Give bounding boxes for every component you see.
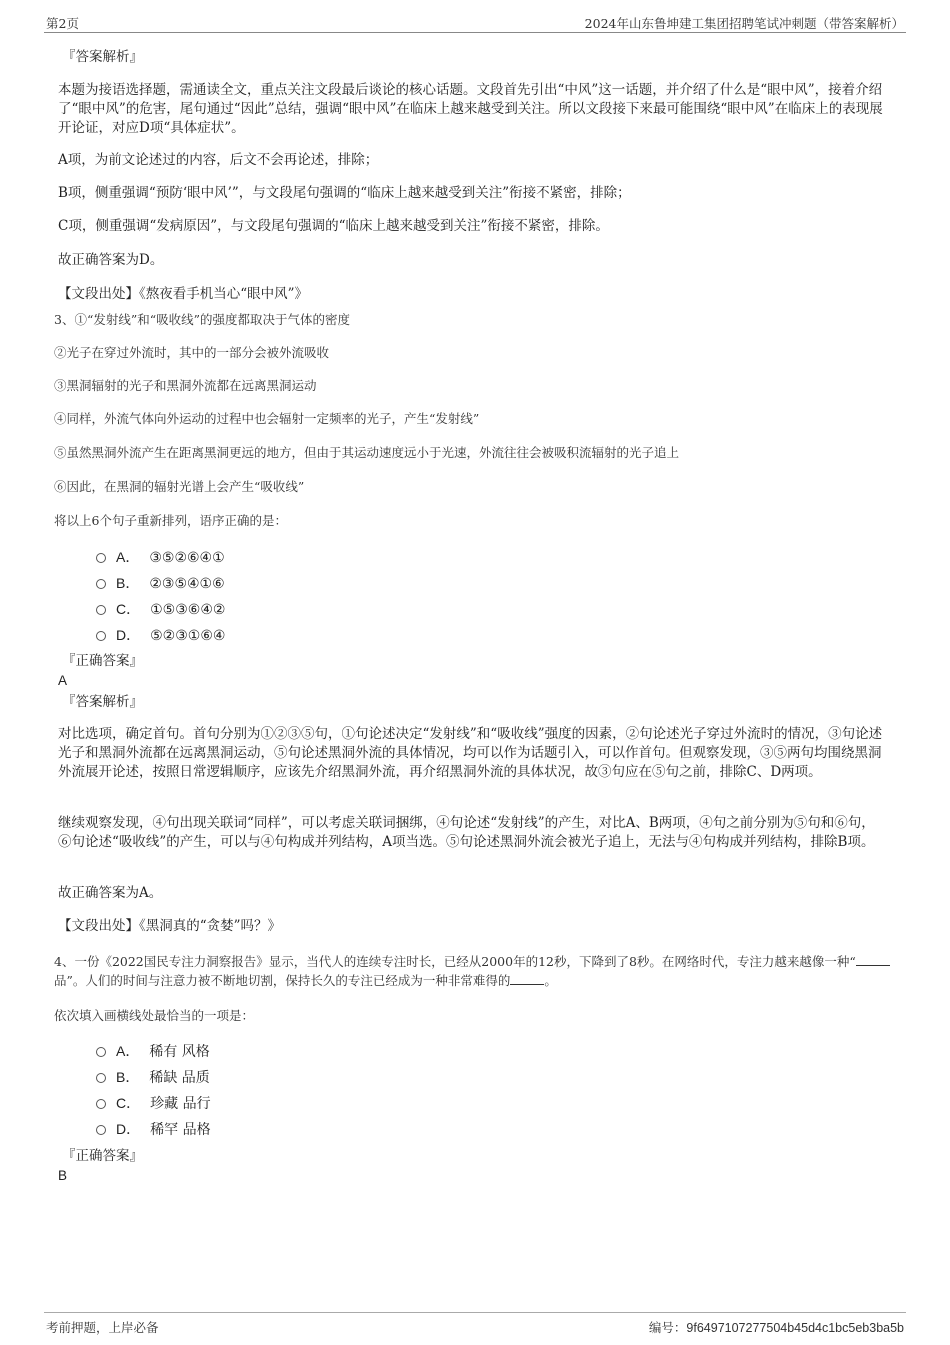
radio-icon[interactable] <box>96 579 106 589</box>
q3-sentence-5: ⑤虽然黑洞外流产生在距离黑洞更远的地方，但由于其运动速度远小于光速，外流往往会被吸积流辐射的光子追上 <box>54 445 680 460</box>
q3-option-a[interactable]: A． ③⑤②⑥④① <box>96 547 225 567</box>
q3-answer: A <box>58 673 68 688</box>
q4-answer: B <box>58 1168 68 1183</box>
q2-analysis-paragraph-3: B项，侧重强调“预防‘眼中风’”，与文段尾句强调的“临床上越来越受到关注”衔接不紧密，排除； <box>58 185 631 201</box>
q2-analysis-paragraph-4: C项，侧重强调“发病原因”，与文段尾句强调的“临床上越来越受到关注”衔接不紧密，排除。 <box>58 218 609 234</box>
q3-analysis-paragraph-1: 对比选项，确定首句。首句分别为①②③⑤句，①句论述决定“发射线”和“吸收线”强度的因素，②句论述光子穿过外流时的情况，③句论述光子和黑洞外流都在远离黑洞运动，⑤句论述黑洞外流的具体情况，均可以作为话题引入，可以作首句。但观察发现，③⑤两句均围绕黑洞外流展开论述，按照日常逻辑顺序，应该先介绍黑洞外流，再介绍黑洞外流的具体状况，故③句应在⑤句之前，排除C、D两项。 <box>58 726 883 780</box>
q3-source: 【文段出处】《黑洞真的“贪婪”吗？》 <box>58 918 282 934</box>
q4-prompt: 依次填入画横线处最恰当的一项是： <box>54 1008 255 1023</box>
q4-option-a[interactable]: A． 稀有 风格 <box>96 1041 210 1061</box>
page-footer <box>44 1312 906 1337</box>
radio-icon[interactable] <box>96 1099 106 1109</box>
q3-sentence-3: ③黑洞辐射的光子和黑洞外流都在远离黑洞运动 <box>54 378 317 393</box>
q3-option-c[interactable]: C． ①⑤③⑥④② <box>96 599 225 619</box>
radio-icon[interactable] <box>96 1073 106 1083</box>
radio-icon[interactable] <box>96 553 106 563</box>
q2-analysis-label: 『答案解析』 <box>62 49 143 65</box>
q4-answer-label: 『正确答案』 <box>62 1148 143 1164</box>
document-title: 2024年山东鲁坤建工集团招聘笔试冲刺题（带答案解析） <box>584 16 904 31</box>
q4-option-b[interactable]: B． 稀缺 品质 <box>96 1067 210 1087</box>
radio-icon[interactable] <box>96 1125 106 1135</box>
q3-analysis-paragraph-2: 继续观察发现，④句出现关联词“同样”，可以考虑关联词捆绑，④句论述“发射线”的产生，对比A、B两项，④句之前分别为⑤句和⑥句，⑥句论述“吸收线”的产生，可以与④句构成并列结构，A项当选。⑤句论述黑洞外流会被光子追上，无法与④句构成并列结构，排除B项。 <box>58 815 875 850</box>
radio-icon[interactable] <box>96 631 106 641</box>
q4-stem: 4、一份《2022国民专注力洞察报告》显示，当代人的连续专注时长，已经从2000年的12秒，下降到了8秒。在网络时代，专注力越来越像一种“品”。人们的时间与注意力被不断地切割，保持长久的专注已经成为一种非常难得的 。 <box>54 952 890 990</box>
q2-analysis-paragraph-2: A项，为前文论述过的内容，后文不会再论述，排除； <box>58 152 379 168</box>
q2-source: 【文段出处】《熬夜看手机当心“眼中风”》 <box>58 286 309 302</box>
q3-sentence-2: ②光子在穿过外流时，其中的一部分会被外流吸收 <box>54 345 330 360</box>
q3-sentence-4: ④同样，外流气体向外运动的过程中也会辐射一定频率的光子，产生“发射线” <box>54 411 480 426</box>
q4-option-c[interactable]: C． 珍藏 品行 <box>96 1093 211 1113</box>
footer-code: 编号：9f6497107277504b45d4c1bc5eb3ba5b <box>648 1320 904 1335</box>
q3-sentence-1: 3、①“发射线”和“吸收线”的强度都取决于气体的密度 <box>54 312 351 327</box>
q4-blank-1 <box>856 953 890 966</box>
q3-prompt: 将以上6个句子重新排列，语序正确的是： <box>54 513 287 528</box>
q2-analysis-paragraph-1: 本题为接语选择题，需通读全文，重点关注文段最后谈论的核心话题。文段首先引出“中风”这一话题，并介绍了什么是“眼中风”，接着介绍了“眼中风”的危害，尾句通过“因此”总结，强调“眼中风”在临床上越来越受到关注。所以文段接下来最可能围绕“眼中风”在临床上的表现展开论证，对应D项“具体症状”。 <box>58 82 883 136</box>
radio-icon[interactable] <box>96 1047 106 1057</box>
footer-slogan: 考前押题，上岸必备 <box>46 1320 159 1335</box>
q3-answer-label: 『正确答案』 <box>62 653 143 669</box>
q3-option-b[interactable]: B． ②③⑤④①⑥ <box>96 573 225 593</box>
q2-conclusion: 故正确答案为D。 <box>58 252 164 268</box>
page-number: 第2页 <box>46 16 79 31</box>
q4-option-d[interactable]: D． 稀罕 品格 <box>96 1119 211 1139</box>
q3-conclusion: 故正确答案为A。 <box>58 885 163 901</box>
radio-icon[interactable] <box>96 605 106 615</box>
q3-option-d[interactable]: D． ⑤②③①⑥④ <box>96 625 225 645</box>
q4-blank-2 <box>510 972 544 985</box>
q3-analysis-label: 『答案解析』 <box>62 694 143 710</box>
page-header <box>44 10 906 33</box>
q3-sentence-6: ⑥因此，在黑洞的辐射光谱上会产生“吸收线” <box>54 479 305 494</box>
